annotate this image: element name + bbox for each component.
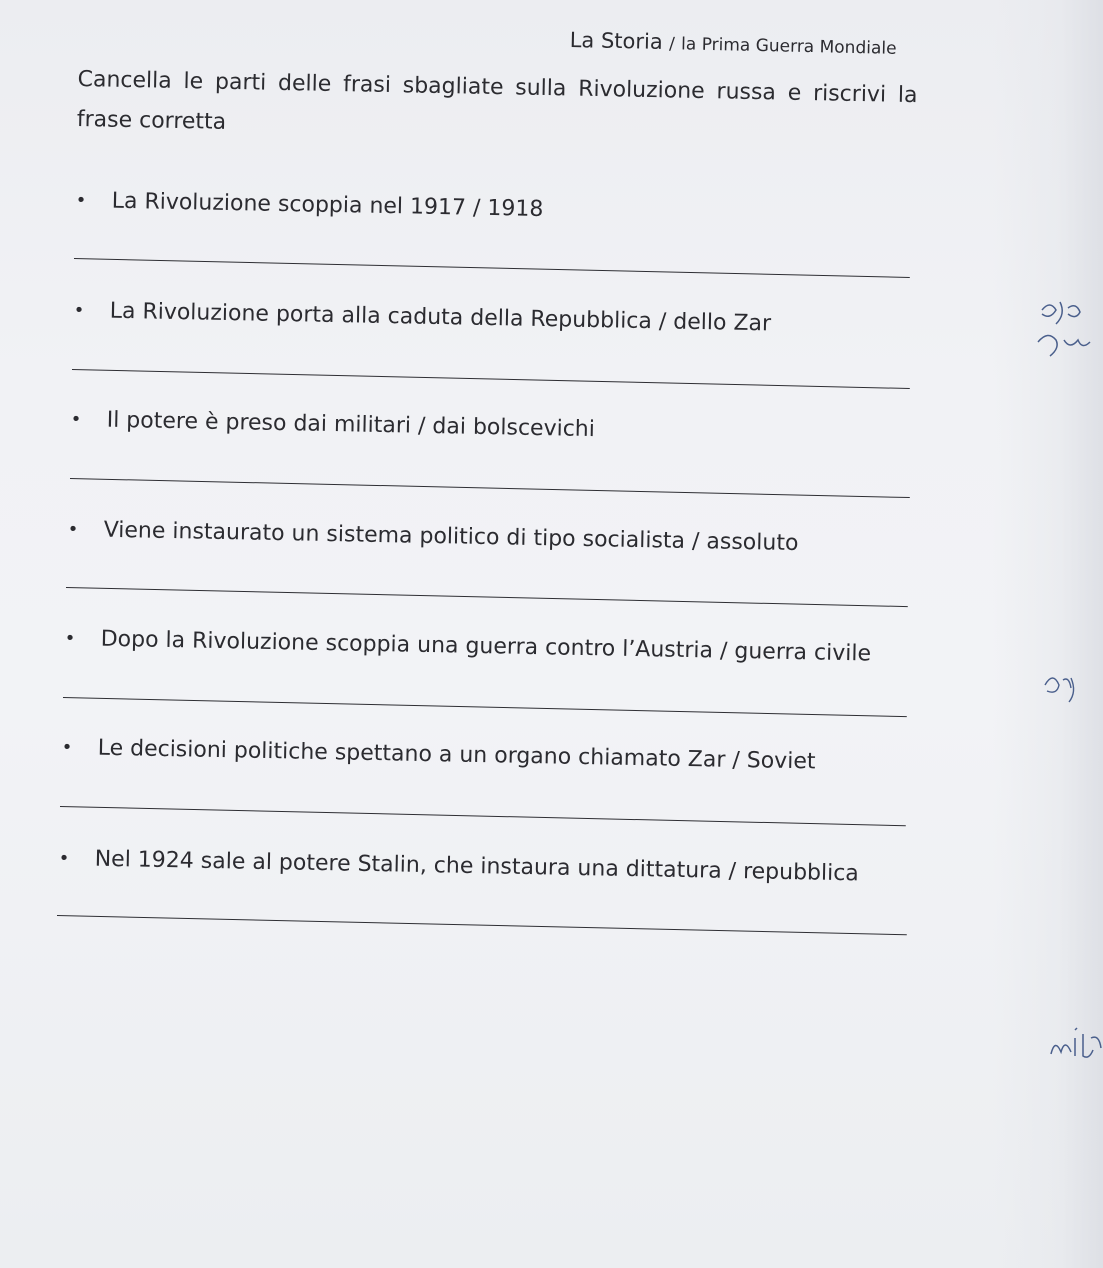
answer-line-2[interactable]	[72, 369, 910, 389]
margin-handwriting-mark	[1035, 660, 1085, 710]
item-sentence: Il potere è preso dai militari / dai bolscevichi	[106, 407, 596, 443]
exercise-item-2	[73, 296, 914, 337]
bullet-icon: •	[67, 518, 79, 541]
item-sentence: Le decisioni politiche spettano a un organo chiamato Zar / Soviet	[97, 735, 816, 775]
exercise-item-4	[67, 515, 908, 557]
answer-line-4[interactable]	[66, 587, 908, 607]
margin-handwriting-mark	[1045, 1020, 1103, 1070]
answer-line-1[interactable]	[74, 258, 910, 278]
worksheet-header	[569, 28, 896, 59]
margin-handwriting-mark	[1030, 290, 1100, 370]
header-subject: La Storia	[569, 28, 663, 54]
bullet-icon: •	[70, 408, 82, 431]
bullet-icon: •	[58, 847, 70, 870]
answer-line-3[interactable]	[70, 478, 910, 498]
bullet-icon: •	[61, 736, 73, 759]
item-sentence: Viene instaurato un sistema politico di tipo socialista / assoluto	[103, 517, 799, 557]
header-topic: la Prima Guerra Mondiale	[680, 34, 897, 59]
bullet-icon: •	[73, 299, 85, 322]
header-separator: /	[668, 34, 675, 55]
bullet-icon: •	[75, 189, 87, 212]
item-sentence: Dopo la Rivoluzione scoppia una guerra contro l’Austria / guerra civile	[100, 626, 872, 667]
exercise-item-3	[70, 405, 911, 443]
answer-line-5[interactable]	[63, 697, 907, 717]
exercise-item-5	[64, 624, 905, 667]
exercise-item-7	[58, 844, 899, 887]
exercise-item-1	[75, 186, 916, 222]
bullet-icon: •	[64, 627, 76, 650]
adjacent-page-shadow	[993, 0, 1103, 1268]
exercise-item-6	[61, 733, 902, 775]
answer-line-6[interactable]	[60, 806, 906, 826]
item-sentence: Nel 1924 sale al potere Stalin, che instaura una dittatura / repubblica	[94, 846, 860, 887]
item-sentence: La Rivoluzione scoppia nel 1917 / 1918	[111, 188, 544, 222]
exercise-instructions: Cancella le parti delle frasi sbagliate sulla Rivoluzione russa e riscrivi la frase corretta	[76, 66, 918, 135]
answer-line-7[interactable]	[57, 915, 907, 935]
item-sentence: La Rivoluzione porta alla caduta della Repubblica / dello Zar	[109, 298, 772, 337]
